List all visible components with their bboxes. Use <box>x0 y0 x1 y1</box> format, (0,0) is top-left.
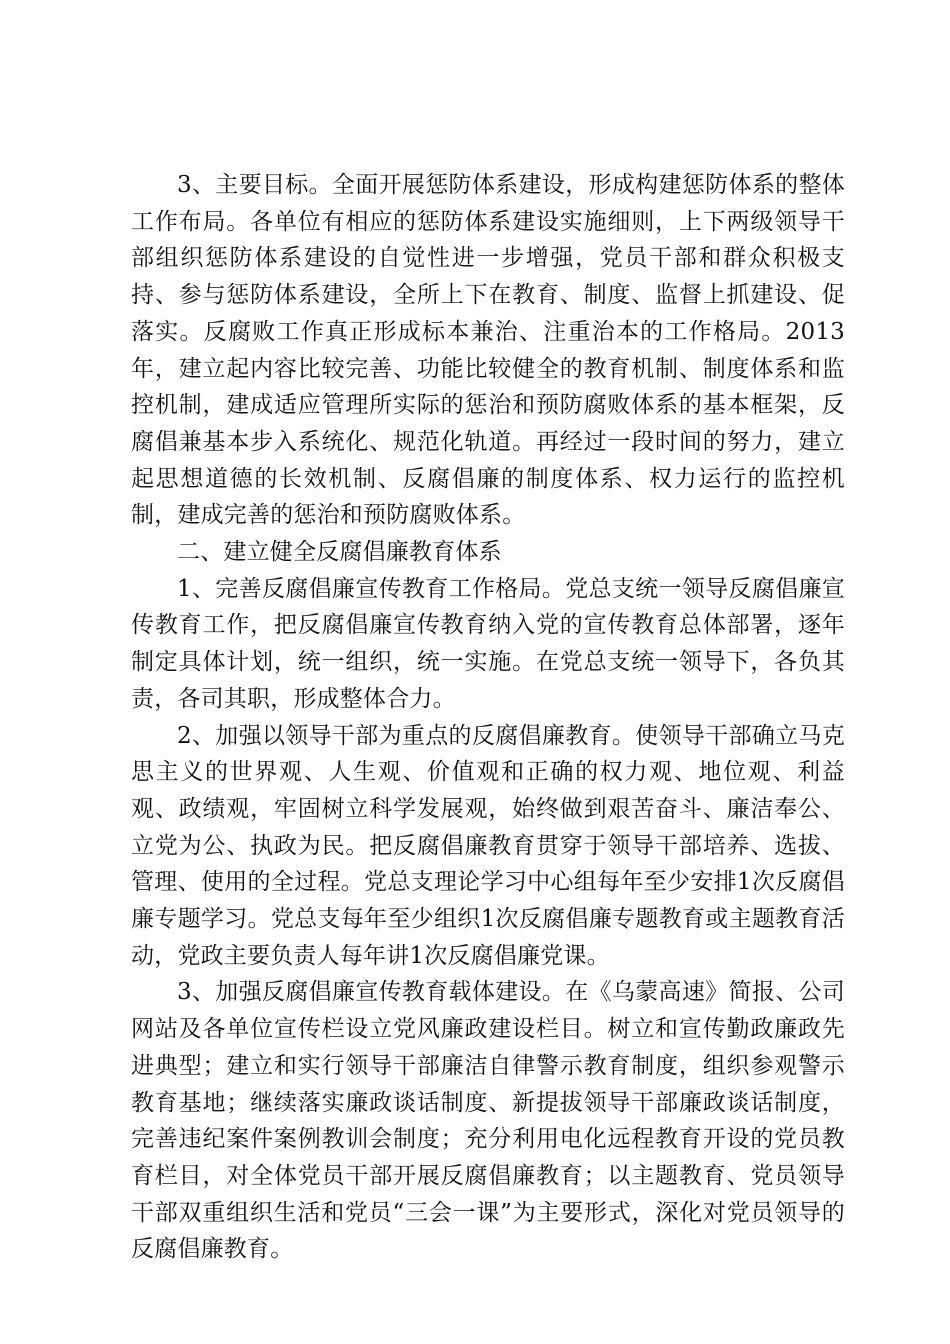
paragraph-leader-education: 2、加强以领导干部为重点的反腐倡廉教育。使领导干部确立马克思主义的世界观、人生观、价值观和正确的权力观、地位观、利益观、政绩观，牢固树立科学发展观，始终做到艰苦奋斗、廉洁奉公、立党为公、执政为民。把反腐倡廉教育贯穿于领导干部培养、选拔、管理、使用的全过程。党总支理论学习中心组每年至少安排1次反腐倡廉专题学习。党总支每年至少组织1次反腐倡廉专题教育或主题教育活动，党政主要负责人每年讲1次反腐倡廉党课。 <box>131 722 845 969</box>
paragraph-main-goals: 3、主要目标。全面开展惩防体系建设，形成构建惩防体系的整体工作布局。各单位有相应的惩防体系建设实施细则，上下两级领导干部组织惩防体系建设的自觉性进一步增强，党员干部和群众积极支持、参与惩防体系建设，全所上下在教育、制度、监督上抓建设、促落实。反腐败工作真正形成标本兼治、注重治本的工作格局。2013年，建立起内容比较完善、功能比较健全的教育机制、制度体系和监控机制，建成适应管理所实际的惩治和预防腐败体系的基本框架，反腐倡兼基本步入系统化、规范化轨道。再经过一段时间的努力，建立起思想道德的长效机制、反腐倡廉的制度体系、权力运行的监控机制，建成完善的惩治和预防腐败体系。 <box>131 172 845 529</box>
paragraph-work-pattern: 1、完善反腐倡廉宣传教育工作格局。党总支统一领导反腐倡廉宣传教育工作，把反腐倡廉宣传教育纳入党的宣传教育总体部署，逐年制定具体计划，统一组织，统一实施。在党总支统一领导下，各负其责，各司其职，形成整体合力。 <box>131 575 845 712</box>
paragraph-carrier-construction: 3、加强反腐倡廉宣传教育载体建设。在《乌蒙高速》简报、公司网站及各单位宣传栏设立党风廉政建设栏目。树立和宣传勤政廉政先进典型；建立和实行领导干部廉洁自律警示教育制度，组织参观警示教育基地；继续落实廉政谈话制度、新提拔领导干部廉政谈话制度，完善违纪案件案例教训会制度；充分利用电化远程教育开设的党员教育栏目，对全体党员干部开展反腐倡廉教育；以主题教育、党员领导干部双重组织生活和党员“三会一课”为主要形式，深化对党员领导的反腐倡廉教育。 <box>131 979 845 1263</box>
section-heading-education-system: 二、建立健全反腐倡廉教育体系 <box>177 539 502 566</box>
document-body <box>131 167 845 1268</box>
